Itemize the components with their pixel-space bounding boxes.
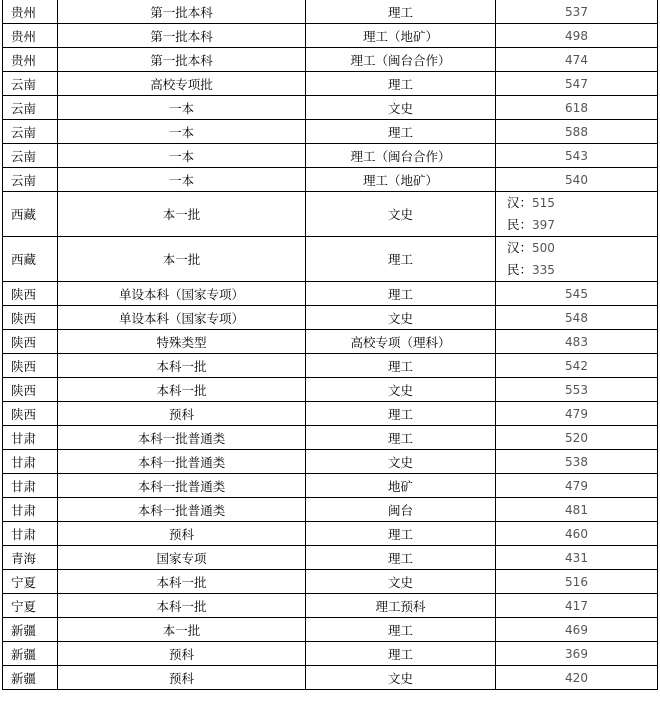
score-split-label: 汉： <box>507 195 533 210</box>
province-cell: 云南 <box>3 144 58 168</box>
province-cell: 新疆 <box>3 642 58 666</box>
category-cell: 理工 <box>306 522 496 546</box>
score-cell: 417 <box>496 594 658 618</box>
batch-cell: 一本 <box>58 120 306 144</box>
table-row <box>3 426 658 450</box>
table-row <box>3 474 658 498</box>
province-cell: 青海 <box>3 546 58 570</box>
province-cell: 新疆 <box>3 618 58 642</box>
batch-cell: 第一批本科 <box>58 24 306 48</box>
batch-cell: 预科 <box>58 522 306 546</box>
province-cell: 云南 <box>3 96 58 120</box>
province-cell: 甘肃 <box>3 450 58 474</box>
score-cell: 460 <box>496 522 658 546</box>
score-split-line <box>507 192 657 214</box>
score-split-line <box>507 214 657 236</box>
table-row <box>3 618 658 642</box>
province-cell: 甘肃 <box>3 522 58 546</box>
province-cell: 陕西 <box>3 306 58 330</box>
table-row <box>3 378 658 402</box>
batch-cell: 国家专项 <box>58 546 306 570</box>
province-cell: 甘肃 <box>3 426 58 450</box>
province-cell: 云南 <box>3 72 58 96</box>
batch-cell: 单设本科（国家专项） <box>58 282 306 306</box>
score-cell: 542 <box>496 354 658 378</box>
category-cell: 文史 <box>306 570 496 594</box>
batch-cell: 本一批 <box>58 237 306 282</box>
score-split-label: 民： <box>507 217 533 232</box>
admission-score-table <box>2 0 658 690</box>
table-row <box>3 570 658 594</box>
table-row <box>3 24 658 48</box>
province-cell: 甘肃 <box>3 474 58 498</box>
score-cell: 431 <box>496 546 658 570</box>
batch-cell: 高校专项批 <box>58 72 306 96</box>
score-cell: 483 <box>496 330 658 354</box>
category-cell: 理工 <box>306 237 496 282</box>
score-cell: 369 <box>496 642 658 666</box>
province-cell: 新疆 <box>3 666 58 690</box>
batch-cell: 本一批 <box>58 618 306 642</box>
score-split-line <box>507 237 657 259</box>
score-cell: 547 <box>496 72 658 96</box>
province-cell: 西藏 <box>3 237 58 282</box>
category-cell: 理工 <box>306 426 496 450</box>
province-cell: 陕西 <box>3 282 58 306</box>
province-cell: 贵州 <box>3 48 58 72</box>
province-cell: 贵州 <box>3 0 58 24</box>
category-cell: 理工（地矿） <box>306 24 496 48</box>
batch-cell: 本科一批普通类 <box>58 474 306 498</box>
batch-cell: 特殊类型 <box>58 330 306 354</box>
category-cell: 理工预科 <box>306 594 496 618</box>
table-row <box>3 666 658 690</box>
table-row <box>3 522 658 546</box>
table-row <box>3 330 658 354</box>
table-row <box>3 237 658 282</box>
score-cell: 479 <box>496 402 658 426</box>
province-cell: 陕西 <box>3 402 58 426</box>
score-cell: 538 <box>496 450 658 474</box>
table-row <box>3 144 658 168</box>
province-cell: 云南 <box>3 168 58 192</box>
table-row <box>3 168 658 192</box>
score-cell: 548 <box>496 306 658 330</box>
category-cell: 地矿 <box>306 474 496 498</box>
batch-cell: 本科一批 <box>58 594 306 618</box>
batch-cell: 单设本科（国家专项） <box>58 306 306 330</box>
category-cell: 理工 <box>306 120 496 144</box>
category-cell: 文史 <box>306 378 496 402</box>
batch-cell: 第一批本科 <box>58 48 306 72</box>
province-cell: 贵州 <box>3 24 58 48</box>
batch-cell: 预科 <box>58 666 306 690</box>
batch-cell: 第一批本科 <box>58 0 306 24</box>
table-body <box>3 0 658 690</box>
category-cell: 文史 <box>306 96 496 120</box>
category-cell: 理工 <box>306 0 496 24</box>
category-cell: 文史 <box>306 666 496 690</box>
category-cell: 理工（闽台合作） <box>306 48 496 72</box>
score-cell: 543 <box>496 144 658 168</box>
score-cell: 545 <box>496 282 658 306</box>
table-row <box>3 96 658 120</box>
batch-cell: 预科 <box>58 642 306 666</box>
score-cell: 420 <box>496 666 658 690</box>
score-cell: 469 <box>496 618 658 642</box>
batch-cell: 一本 <box>58 96 306 120</box>
score-split-label: 民： <box>507 262 533 277</box>
score-cell: 553 <box>496 378 658 402</box>
batch-cell: 本科一批 <box>58 378 306 402</box>
table-row <box>3 498 658 522</box>
batch-cell: 本科一批普通类 <box>58 426 306 450</box>
table-row <box>3 354 658 378</box>
score-cell <box>496 237 658 282</box>
province-cell: 西藏 <box>3 192 58 237</box>
batch-cell: 本科一批普通类 <box>58 498 306 522</box>
category-cell: 理工 <box>306 72 496 96</box>
table-row <box>3 306 658 330</box>
batch-cell: 一本 <box>58 144 306 168</box>
province-cell: 陕西 <box>3 330 58 354</box>
batch-cell: 一本 <box>58 168 306 192</box>
category-cell: 高校专项（理科） <box>306 330 496 354</box>
province-cell: 宁夏 <box>3 570 58 594</box>
category-cell: 理工 <box>306 642 496 666</box>
score-cell: 618 <box>496 96 658 120</box>
table-row <box>3 546 658 570</box>
table-row <box>3 48 658 72</box>
score-cell <box>496 192 658 237</box>
table-row <box>3 192 658 237</box>
category-cell: 文史 <box>306 192 496 237</box>
table-row <box>3 450 658 474</box>
score-cell: 498 <box>496 24 658 48</box>
score-cell: 516 <box>496 570 658 594</box>
table-row <box>3 72 658 96</box>
score-cell: 479 <box>496 474 658 498</box>
province-cell: 甘肃 <box>3 498 58 522</box>
category-cell: 理工（闽台合作） <box>306 144 496 168</box>
category-cell: 理工 <box>306 354 496 378</box>
score-split-label: 汉： <box>507 240 533 255</box>
category-cell: 文史 <box>306 306 496 330</box>
batch-cell: 本科一批 <box>58 570 306 594</box>
table-row <box>3 120 658 144</box>
category-cell: 理工 <box>306 282 496 306</box>
province-cell: 陕西 <box>3 354 58 378</box>
province-cell: 云南 <box>3 120 58 144</box>
category-cell: 理工 <box>306 402 496 426</box>
score-cell: 540 <box>496 168 658 192</box>
table-row <box>3 282 658 306</box>
category-cell: 文史 <box>306 450 496 474</box>
category-cell: 理工 <box>306 618 496 642</box>
score-cell: 537 <box>496 0 658 24</box>
score-split-line <box>507 259 657 281</box>
score-split-value: 335 <box>532 263 555 277</box>
batch-cell: 本一批 <box>58 192 306 237</box>
score-cell: 520 <box>496 426 658 450</box>
score-cell: 474 <box>496 48 658 72</box>
table-row <box>3 594 658 618</box>
batch-cell: 本科一批普通类 <box>58 450 306 474</box>
score-split-value: 397 <box>532 218 555 232</box>
batch-cell: 本科一批 <box>58 354 306 378</box>
category-cell: 闽台 <box>306 498 496 522</box>
score-split-value: 515 <box>532 196 555 210</box>
province-cell: 陕西 <box>3 378 58 402</box>
province-cell: 宁夏 <box>3 594 58 618</box>
score-cell: 481 <box>496 498 658 522</box>
table-row <box>3 0 658 24</box>
table-row <box>3 402 658 426</box>
category-cell: 理工 <box>306 546 496 570</box>
category-cell: 理工（地矿） <box>306 168 496 192</box>
score-split-value: 500 <box>532 241 555 255</box>
score-cell: 588 <box>496 120 658 144</box>
batch-cell: 预科 <box>58 402 306 426</box>
table-row <box>3 642 658 666</box>
